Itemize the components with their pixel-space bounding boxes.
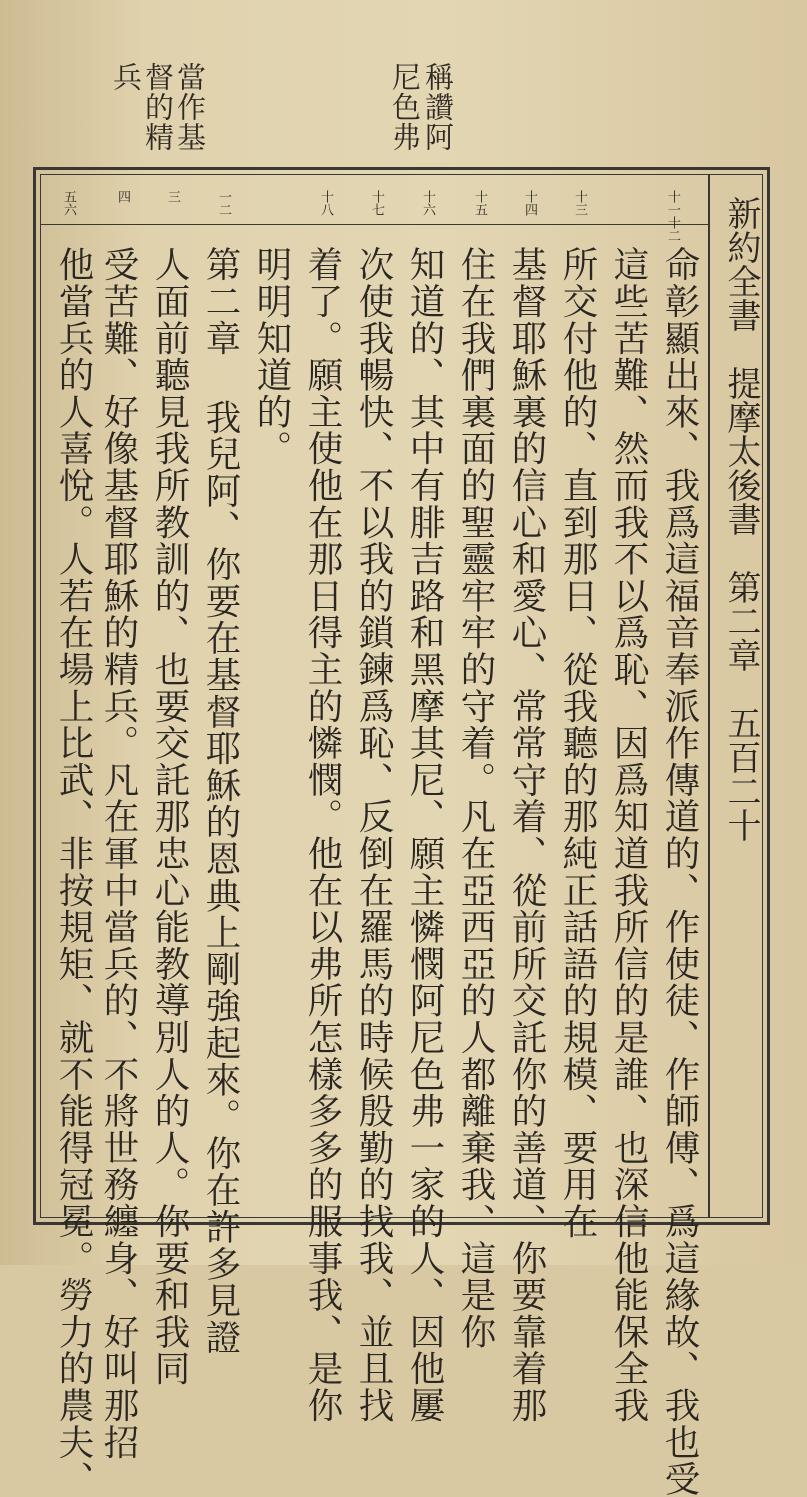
text-column: 他當兵的人喜悅。人若在場上比武、非按規矩、就不能得冠冕。勞力的農夫、	[53, 246, 94, 1497]
line-number: 一二	[216, 190, 231, 216]
text-column: 知道的、其中有腓吉路和黑摩其尼、願主憐憫阿尼色弗一家的人、因他屢	[404, 246, 445, 1424]
side-note: 兵	[109, 62, 143, 92]
text-column: 人面前聽見我所教訓的、也要交託那忠心能教導別人的人。你要和我同	[149, 246, 190, 1387]
line-number-divider	[40, 224, 709, 225]
side-note: 督的精	[141, 62, 175, 152]
text-column: 住在我們裏面的聖靈牢牢的守着。凡在亞西亞的人都離棄我、這是你	[455, 246, 496, 1350]
line-number: 四	[115, 190, 130, 203]
line-number: 十七	[369, 190, 384, 216]
chapter-label: 第二章	[721, 570, 761, 672]
side-note: 尼色弗	[388, 62, 422, 152]
text-column: 次使我暢快、不以我的鎖鍊爲恥、反倒在羅馬的時候殷勤的找我、並且找	[353, 246, 394, 1424]
text-column: 基督耶穌裏的信心和愛心、常常守着、從前所交託你的善道、你要靠着那	[506, 246, 547, 1424]
header-divider	[708, 174, 710, 1218]
line-number: 十五	[472, 190, 487, 216]
line-number: 十四	[522, 190, 537, 216]
line-number: 五六	[61, 190, 76, 216]
text-column: 這些苦難、然而我不以爲恥、因爲知道我所信的是誰、也深信他能保全我	[608, 246, 649, 1424]
text-column: 明明知道的。	[251, 246, 292, 467]
text-column: 所交付他的、直到那日、從我聽的那純正話語的規模、要用在	[557, 246, 598, 1240]
line-number: 十八	[318, 190, 333, 216]
text-column: 命彰顯出來、我爲這福音奉派作傳道的、作使徒、作師傅、爲這緣故、我也受	[659, 246, 700, 1497]
line-number: 十一十二	[665, 190, 680, 242]
line-number: 十三	[572, 190, 587, 216]
running-header	[718, 196, 766, 842]
book-title: 新約全書	[721, 196, 761, 332]
side-note: 當作基	[173, 62, 207, 152]
text-column: 受苦難、好像基督耶穌的精兵。凡在軍中當兵的、不將世務纏身、好叫那招	[98, 246, 139, 1461]
text-column: 第二章 我兒阿、你要在基督耶穌的恩典上剛強起來。你在許多見證	[200, 246, 241, 1356]
text-column: 着了。願主使他在那日得主的憐憫。他在以弗所怎樣多多的服事我、是你	[302, 246, 343, 1424]
page-number: 五百二十	[721, 706, 761, 842]
line-number: 三	[165, 190, 180, 203]
line-number: 十六	[420, 190, 435, 216]
book-name: 提摩太後書	[721, 366, 761, 536]
side-note: 稱讚阿	[421, 62, 455, 152]
